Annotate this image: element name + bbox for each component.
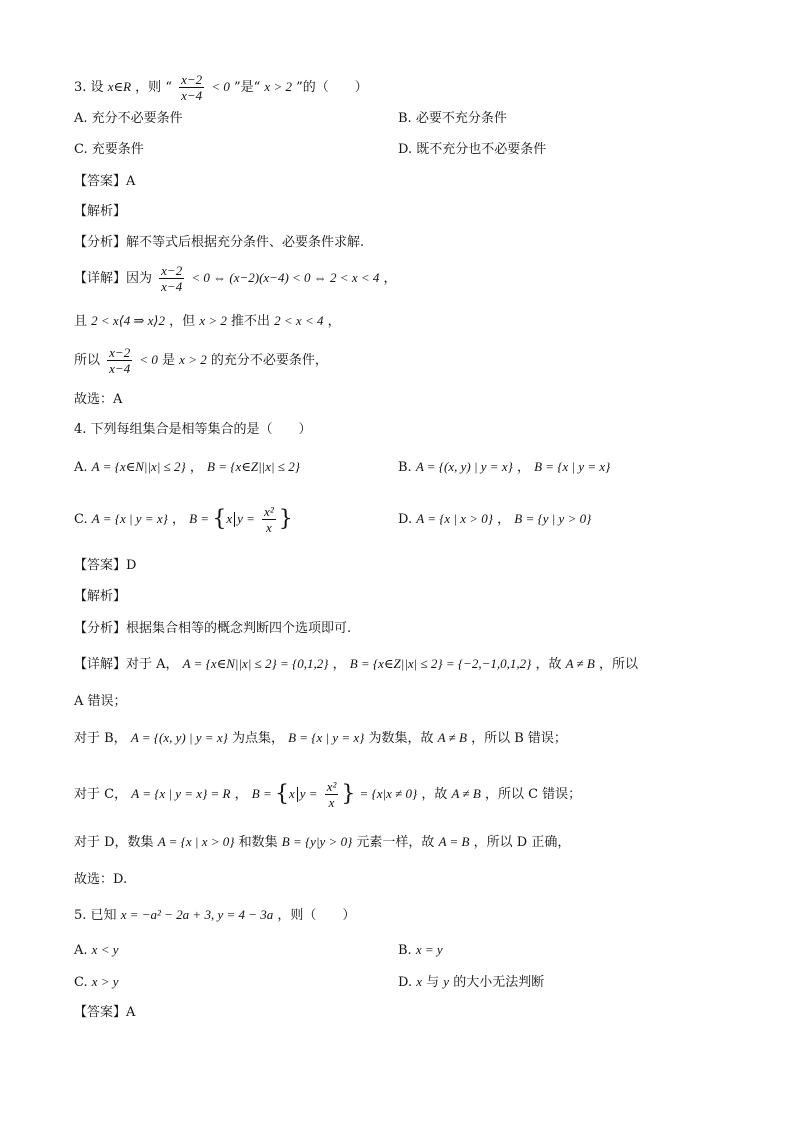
q4-d-line-mid: 和数集 [238,835,278,850]
q4-detail-c: 对于 C， A = {x | y = x} = R ， B = {x y = $\frac{\text{x²}}{x}$ } = {x|x ≠ 0} ，故 A ≠ B ，所以 C 错误； [74,779,582,810]
q4-c-line-eq: = {x|x ≠ 0} [359,786,418,801]
q4-c-num: x² [264,504,274,519]
q5-c-math: x > y [91,974,119,989]
q4-detail-a-set-b: B = {x∈Z||x| ≤ 2} = {−2,−1,0,1,2} [349,656,532,671]
q4-detail-b [74,729,567,748]
q4-fenxi: 【分析】根据集合相等的概念判断四个选项即可. [74,621,352,636]
q4-c-line-b: B = [251,786,275,801]
q4-b-line-end: ，所以 B 错误； [471,731,567,746]
q4-c-line-den: x [328,795,335,810]
q3-frac-den: x−4 [181,88,203,103]
q3-line2-math: 2 < x⟨4 ⇒ x⟩2 [91,313,166,328]
q3-stem [74,72,368,103]
q5-a-label: A. [74,943,88,958]
q3-detail-chain: < 0 ⇔ (x−2)(x−4) < 0 ⇔ 2 < x < 4 [191,270,380,285]
q4-a-set-b: B = {x∈Z||x| ≤ 2} [207,459,300,474]
q3-line2-prefix: 且 [74,314,88,329]
q4-c-line-sep: ， [234,787,248,802]
q5-b-label: B. [398,943,412,958]
q4-option-b [398,458,610,477]
q4-option-d [398,510,591,529]
q3-fenxi: 【分析】解不等式后根据充分条件、必要条件求解. [74,235,365,250]
q5-a-math: x < y [91,942,119,957]
q3-detail-frac-den: x−4 [161,279,183,294]
q4-c-set-a: A = {x | y = x} [91,511,168,526]
q5-d-x: x [416,974,423,989]
q3-option-c: C. 充要条件 [74,142,144,157]
q4-c-x: x [226,511,233,526]
q3-stem-mid: ”是“ [233,80,261,95]
q3-stem-then: ，则 [135,80,162,95]
q3-option-d: D. 既不充分也不必要条件 [398,142,547,157]
q3-detail-line2 [74,312,341,331]
q3-detail-label: 【详解】因为 [74,271,153,286]
q4-a-set-a: A = {x∈N||x| ≤ 2} [91,459,186,474]
q3-stem-prefix: 3. 设 [74,80,104,95]
q3-line3-is: 是 [162,353,176,368]
q3-answer: 【答案】A [74,174,136,189]
q5-stem-end: ，则（ ） [277,908,356,923]
q3-detail-fraction [159,263,184,294]
q4-detail-a [74,655,638,674]
q4-c-line-y-eq: y = [299,786,318,801]
q5-option-a [74,941,118,960]
q4-stem: 4. 下列每组集合是相等集合的是（ ） [74,422,312,437]
q4-d-set-b: B = {y | y > 0} [514,511,592,526]
q4-detail-a-neq: A ≠ B [565,656,595,671]
q5-d-label: D. [398,975,413,990]
q4-c-line-num: x² [326,779,337,794]
q4-c-set-b-prefix: B = [189,511,213,526]
q4-b-set-a: A = {(x, y) | y = x} [415,459,513,474]
q3-line3-frac-den: x−4 [109,361,131,376]
q4-c-line-neq: A ≠ B [451,786,481,801]
q4-detail-a-set-a: A = {x∈N||x| ≤ 2} = {0,1,2} [182,656,329,671]
q4-d-line-set-a: A = {x | x > 0} [157,834,235,849]
q4-b-label: B. [398,460,412,475]
q4-c-line-end: ，所以 C 错误； [484,787,582,802]
q3-line3-tail: 的充分不必要条件， [210,353,328,368]
q3-stem-end: ”的（ ） [296,80,368,95]
q4-d-line-mid2: 元素一样，故 [356,835,435,850]
q4-detail-d [74,833,570,852]
q3-fraction [179,72,204,103]
q4-detail-a-cont: A 错误； [74,694,127,709]
q3-stem-cond: x∈R [107,79,132,94]
q4-c-sep: ， [171,512,185,527]
q5-b-math: x = y [415,942,443,957]
q3-detail-frac-num: x−2 [161,263,183,278]
q3-line3-frac-num: x−2 [109,345,131,360]
q4-option-c: C. A = {x | y = x} ， B = {x y = $\frac{\text{x²}}{x}$ } [74,504,293,535]
q3-x-gt-2: x > 2 [264,79,292,94]
q5-option-b [398,941,443,960]
q3-line3-fraction [107,345,132,376]
q5-stem-math: x = −a² − 2a + 3, y = 4 − 3a [120,907,274,922]
q4-c-den: x [265,520,272,535]
q4-d-line-eq: A = B [438,834,470,849]
q4-c-label: C. [74,512,88,527]
q3-line2-tail: 推不出 [231,314,271,329]
q4-d-sep: ， [497,512,511,527]
q3-detail-line3 [74,345,328,376]
q4-detail-a-end: ，所以 [599,657,639,672]
q4-a-sep: ， [189,460,203,475]
q5-option-d [398,973,544,992]
q4-analysis-heading: 【解析】 [74,589,127,604]
q3-option-a: A. 充分不必要条件 [74,111,183,126]
q5-answer: 【答案】A [74,1005,136,1020]
q4-d-label: D. [398,512,413,527]
q4-c-fraction [262,504,276,535]
q4-c-line-x: x [289,786,295,801]
q4-b-line-set-a: A = {(x, y) | y = x} [130,730,228,745]
q3-frac-num: x−2 [181,72,203,87]
q4-c-line-prefix: 对于 C， [74,787,128,802]
q3-line3-lt0: < 0 [139,352,158,367]
q4-detail-a-prefix: 【详解】对于 A， [74,657,179,672]
q4-c-line-fraction [325,779,339,810]
q4-a-label: A. [74,460,88,475]
q3-analysis-heading: 【解析】 [74,204,127,219]
q3-quote-open: “ [165,80,172,95]
q5-stem-prefix: 5. 已知 [74,908,117,923]
q3-lt0: < 0 [211,79,230,94]
q5-d-tail: 的大小无法判断 [449,975,545,990]
q3-line3-prefix: 所以 [74,353,101,368]
q4-b-line-neq: A ≠ B [437,730,467,745]
q3-line3-x-gt-2: x > 2 [179,352,207,367]
q4-b-sep: ， [516,460,530,475]
q5-d-mid: 与 [422,975,444,990]
q5-option-c [74,973,119,992]
q3-line2-end: ， [327,314,341,329]
q5-c-label: C. [74,975,88,990]
q3-detail-line1 [74,263,397,294]
q4-d-line-set-b: B = {y|y > 0} [281,834,353,849]
q4-d-line-end: ，所以 D 正确， [473,835,571,850]
q4-b-set-b: B = {x | y = x} [534,459,611,474]
q4-d-set-a: A = {x | x > 0} [416,511,493,526]
q4-b-line-prefix: 对于 B， [74,731,127,746]
q5-stem [74,906,355,925]
q4-b-line-mid: 为点集， [231,731,284,746]
q4-b-line-mid2: 为数集，故 [368,731,434,746]
q4-c-line-mid: ，故 [421,787,448,802]
q4-b-line-set-b: B = {x | y = x} [288,730,365,745]
q3-line2-mid: ，但 [169,314,196,329]
q3-option-b: B. 必要不充分条件 [398,111,507,126]
q4-answer: 【答案】D [74,558,137,573]
q4-c-line-set-a: A = {x | y = x} = R [131,786,231,801]
q5-d-y: y [443,974,450,989]
q3-detail-comma: ， [383,271,397,286]
q4-c-y-eq: y = [237,511,255,526]
q4-d-line-prefix: 对于 D，数集 [74,835,154,850]
q4-option-a [74,458,300,477]
q3-line2-math3: 2 < x < 4 [274,313,324,328]
q4-conclusion: 故选：D. [74,872,128,887]
q4-detail-a-sep: ， [332,657,346,672]
q3-conclusion: 故选：A [74,392,123,407]
q3-line2-math2: x > 2 [199,313,227,328]
q4-detail-a-tail: ，故 [535,657,562,672]
